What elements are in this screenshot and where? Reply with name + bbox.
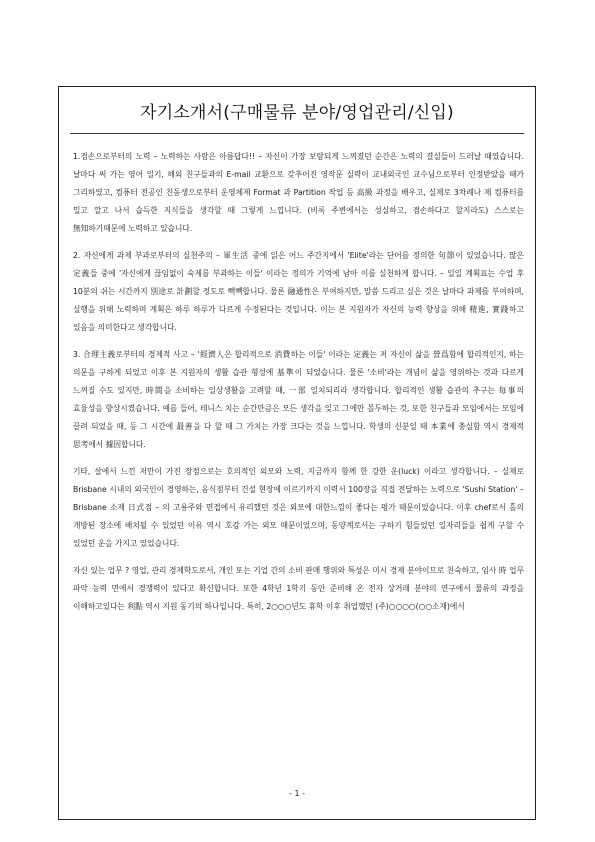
paragraph-5: 자신 있는 업무 ? 영업, 관리 경제학도로서, 개인 또는 기업 간의 소비 판매 행위와 특성은 미시 경제 분야이므로 친숙하고, 임사 時 업무 파악 능력 면에서 경쟁력이 있다고 확신합니다. 또한 4학년 1학기 동안 준비해 온 전자 상거래 분야의 연구에서 물류의 과정을 이해하고있다는 利點 역시 지원 동기의 하나입니다. 특히, 2○○○년도 휴학 이후 취업했던 (주)○○○○(○○소재)에서 [73, 566, 524, 611]
page-number: - 1 - [289, 789, 305, 798]
paragraph-1: 1.겸손으로부터의 노력 – 노력하는 사람은 아름답다!! – 자신이 가장 보람되게 느껴졌던 순간은 노력의 결실들이 드러날 때였습니다. 날마다 써 가는 영어 일기, 해외 친구들과의 E-mail 교환으로 갖추어진 영작문 실력이 교내외국인 교수님으로부터 인정받았을 때가 그리하였고, 컴퓨터 전공인 친동생으로부터 운영체제 Format 과 Partition 작업 등 高級 과정을 배우고, 실제로 3차례나 제 컴퓨터를 밀고 깔고 나서 습득한 지식들을 생각할 때 그렇게 느낍니다. (비록 주변에서는 성실하고, 겸손하다고 할지라도) 스스로는 無知하기때문에 노력하고 있습니다. [73, 152, 524, 233]
document-title: 자기소개서(구매물류 분야/영업관리/신입) [140, 103, 454, 123]
title-divider [70, 133, 524, 134]
document-body [73, 148, 524, 625]
paragraph-3: 3. 合理主義로부터의 경제적 사고 – '經濟人은 합리적으로 消費하는 이들' 이라는 定義는 저 자신이 삶을 營爲함에 합리적인지, 하는 의문을 구하게 되었고 이후 본 지원자의 생활 습관 형성에 基準이 되었습니다. 물론 '소비'라는 개념이 삶을 영위하는 것과 다르게 느껴질 수도 있지만, 時間을 소비하는 일상생활을 고려할 때, 一部 일치되리라 생각합니다. 합리적인 생활 습관의 추구는 每事의 효율성을 향상시켰습니다. 예를 들어, 테니스 치는 순간만큼은 모든 생각을 잊고 그에만 몰두하는 것, 또한 친구들과 모임에서는 모임에 끌려 되었을 때, 등 그 시간에 最善을 다 할 때 그 가치는 가장 크다는 것을 느낍니다. 학생의 신분일 때 本業에 충실함 역시 경제적 思考에서 據因합니다. [73, 350, 524, 449]
paragraph-2: 2. 자신에게 과제 부과로부터의 실천주의 – 軍生活 중에 읽은 어느 주간지에서 'Elite'라는 단어를 정의한 句節이 있었습니다. 많은 定義들 중에 '자신에게 끊임없이 숙제를 부과하는 이들' 이라는 정의가 기억에 남아 이를 실천하게 합니다. – 일일 계획표는 수업 후 10분의 쉬는 시간까지 別途로 計劃할 정도로 빽빽합니다. 물론 融通性은 부여하지만, 말씀 드리고 싶은 것은 날마다 과제를 부여하며, 실행을 위해 노력하며 계획은 하루 하루가 다르게 수정된다는 것입니다. 이는 본 지원자가 자신의 능력 향상을 위해 精進, 實踐하고 있음을 의미한다고 생각합니다. [73, 251, 524, 332]
paragraph-4: 기타, 살에서 느낀 저만이 가진 장점으로는 호의적인 외모와 노력, 지금까지 함께 한 강한 운(luck) 이라고 생각합니다. – 실제로 Brisbane 시내의 외국인이 경영하는, 음식점부터 건설 현장에 이르기까지 이력서 100장을 직접 전달하는 노력으로 'Sushi Station' – Brisbane 소재 日式점 – 의 고용주와 면접에서 유리했던 것은 외모에 대한느낌이 좋다는 평가 때문이었습니다. 이후 chef로서 홀의 개방된 장소에 배치될 수 있었던 이유 역시 호감 가는 외모 때문이었으며, 동양계로서는 구하기 힘들었던 일자리들을 쉽게 구할 수 있었던 운을 가지고 있었습니다. [73, 467, 524, 548]
